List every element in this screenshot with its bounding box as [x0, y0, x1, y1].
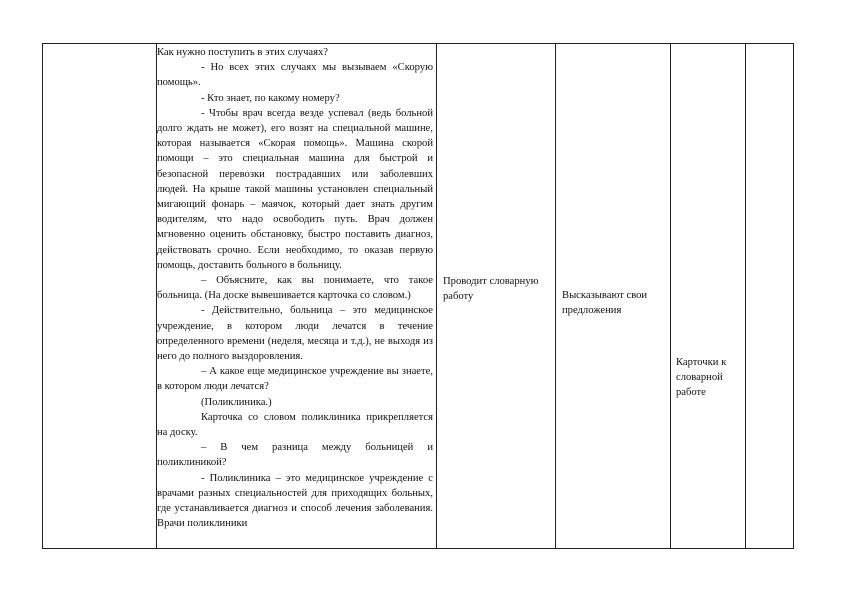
content-paragraph: - Поликлиника – это медицинское учреждение с врачами разных специальностей для приходящих больных, где устанавливается диагноз и способ лечения заболевания. Врачи поликлиники	[157, 472, 433, 530]
lesson-table	[42, 43, 794, 549]
column-divider	[745, 44, 746, 548]
content-paragraph: (Поликлиника.)	[201, 396, 272, 408]
content-paragraph: Карточка со словом поликлиника прикрепляется на доску.	[157, 411, 433, 439]
content-paragraph: – В чем разница между больницей и поликлиникой?	[157, 442, 433, 469]
teacher-activity-cell: Проводит словарную работу	[443, 276, 539, 302]
content-paragraph: – А какое еще медицинское учреждение вы знаете, в котором люди лечатся?	[157, 366, 433, 393]
content-paragraph: - Действительно, больница – это медицинское учреждение, в котором люди лечатся в течение определенного времени (неделя, месяца и т.д.), не выходя из него до полного выздоровления.	[157, 305, 433, 363]
content-paragraph: Как нужно поступить в этих случаях?	[157, 47, 328, 58]
content-paragraph: - Кто знает, по какому номеру?	[201, 92, 340, 104]
column-divider	[436, 44, 437, 548]
column-divider	[555, 44, 556, 548]
students-activity-cell: Высказывают свои предложения	[562, 290, 648, 316]
resources-cell: Карточки к словарной работе	[676, 357, 727, 398]
lesson-content-cell	[157, 45, 433, 532]
content-paragraph: - Чтобы врач всегда везде успевал (ведь больной долго ждать не может), его возят на специальной машине, которая называется «Скорая помощь». Машина скорой помощи – это специальная машина для быстрой и безопасной перевозки пострадавших или заболевших людей. На крыше такой машины установлен специальный мигающий фонарь – маячок, который дает знать другим водителям, что надо освободить путь. Врач должен мгновенно оценить обстановку, быстро поставить диагноз, действовать срочно. Если необходимо, то оказав первую помощь, доставить больного в больницу.	[157, 107, 433, 271]
column-divider	[670, 44, 671, 548]
content-paragraph: – Объясните, как вы понимаете, что такое больница. (На доске вывешивается карточка со словом.)	[157, 275, 433, 302]
content-paragraph: - Но всех этих случаях мы вызываем «Скорую помощь».	[157, 62, 433, 89]
